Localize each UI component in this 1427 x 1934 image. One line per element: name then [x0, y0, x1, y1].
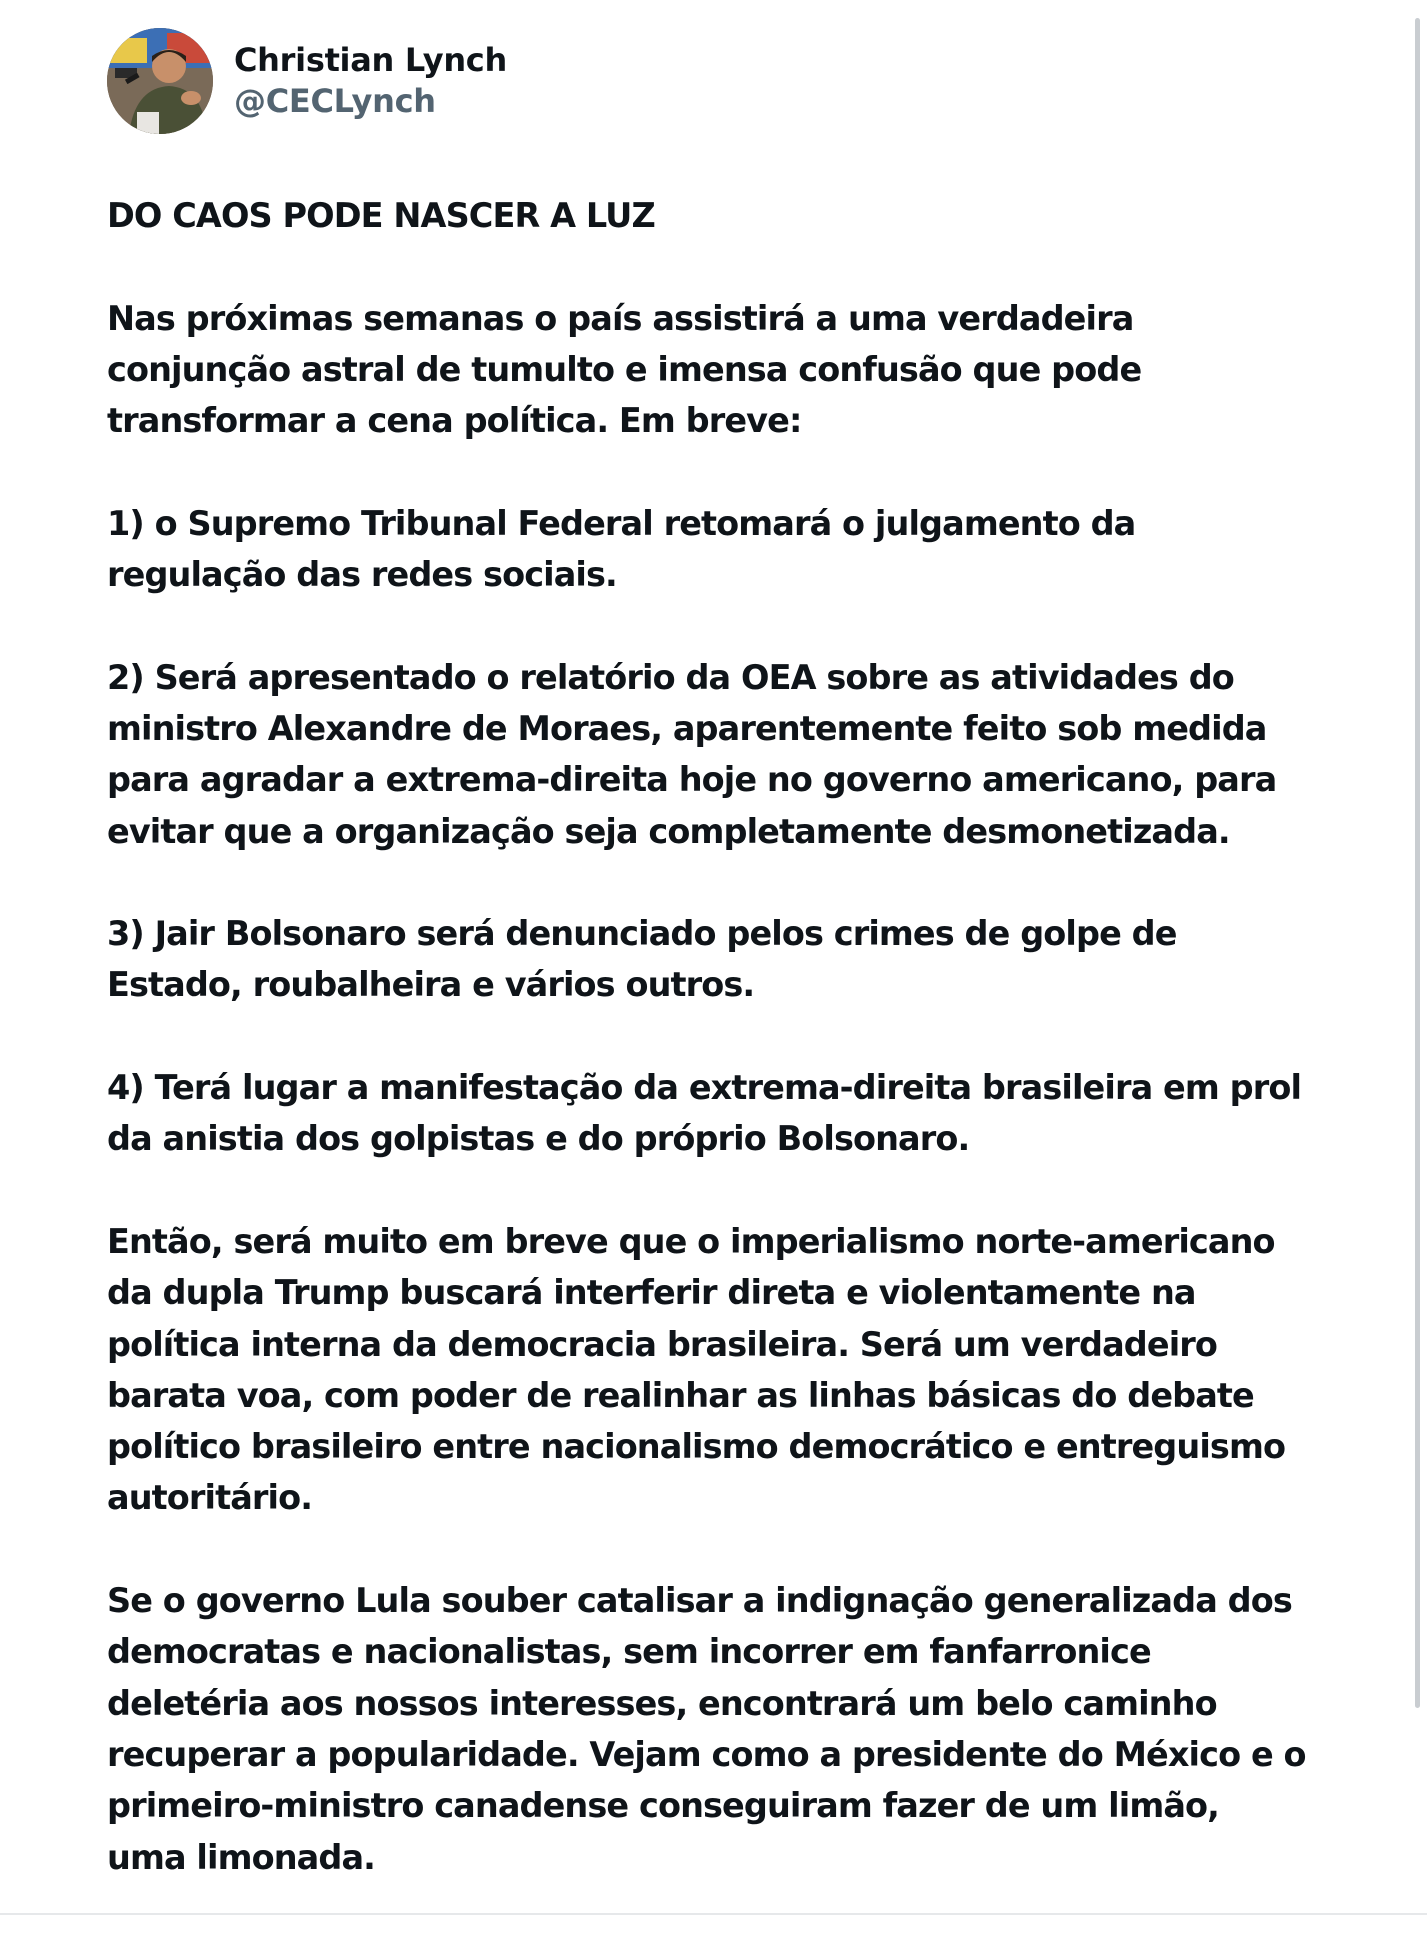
- paragraph-6: Então, será muito em breve que o imperialismo norte-americano da dupla Trump buscará interferir direta e violentamente na política interna da democracia brasileira. Será um verdadeiro barata voa, com poder de realinhar as linhas básicas do debate político brasileiro entre nacionalismo democrático e entreguismo autoritário.: [107, 1221, 1286, 1518]
- tweet-header: [107, 28, 1347, 134]
- paragraph-4: 3) Jair Bolsonaro será denunciado pelos crimes de golpe de Estado, roubalheira e vários outros.: [107, 914, 1177, 1005]
- avatar[interactable]: [107, 28, 213, 134]
- paragraph-3: 2) Será apresentado o relatório da OEA sobre as atividades do ministro Alexandre de Moraes, aparentemente feito sob medida para agradar a extrema-direita hoje no governo americano, para evitar que a organização seja completamente desmonetizada.: [107, 657, 1277, 851]
- tweet-text: [107, 190, 1347, 1883]
- author-display-name[interactable]: Christian Lynch: [234, 41, 507, 79]
- paragraph-2: 1) o Supremo Tribunal Federal retomará o julgamento da regulação das redes sociais.: [107, 503, 1136, 595]
- author-handle[interactable]: @CECLynch: [234, 82, 436, 120]
- tweet: [107, 28, 1347, 1934]
- tweet-title: DO CAOS PODE NASCER A LUZ: [107, 196, 655, 235]
- avatar-photo-icon: [107, 28, 213, 134]
- author-names: [234, 40, 507, 122]
- scrollbar[interactable]: [1415, 18, 1420, 1708]
- paragraph-1: Nas próximas semanas o país assistirá a uma verdadeira conjunção astral de tumulto e imensa confusão que pode transformar a cena política. Em breve:: [107, 298, 1142, 441]
- paragraph-7: Se o governo Lula souber catalisar a indignação generalizada dos democratas e nacionalistas, sem incorrer em fanfarronice deletéria aos nossos interesses, encontrará um belo caminho recuperar a popularidade. Vejam como a presidente do México e o primeiro-ministro canadense conseguiram fazer de um limão, uma limonada.: [107, 1581, 1306, 1877]
- paragraph-5: 4) Terá lugar a manifestação da extrema-direita brasileira em prol da anistia dos golpistas e do próprio Bolsonaro.: [107, 1068, 1302, 1159]
